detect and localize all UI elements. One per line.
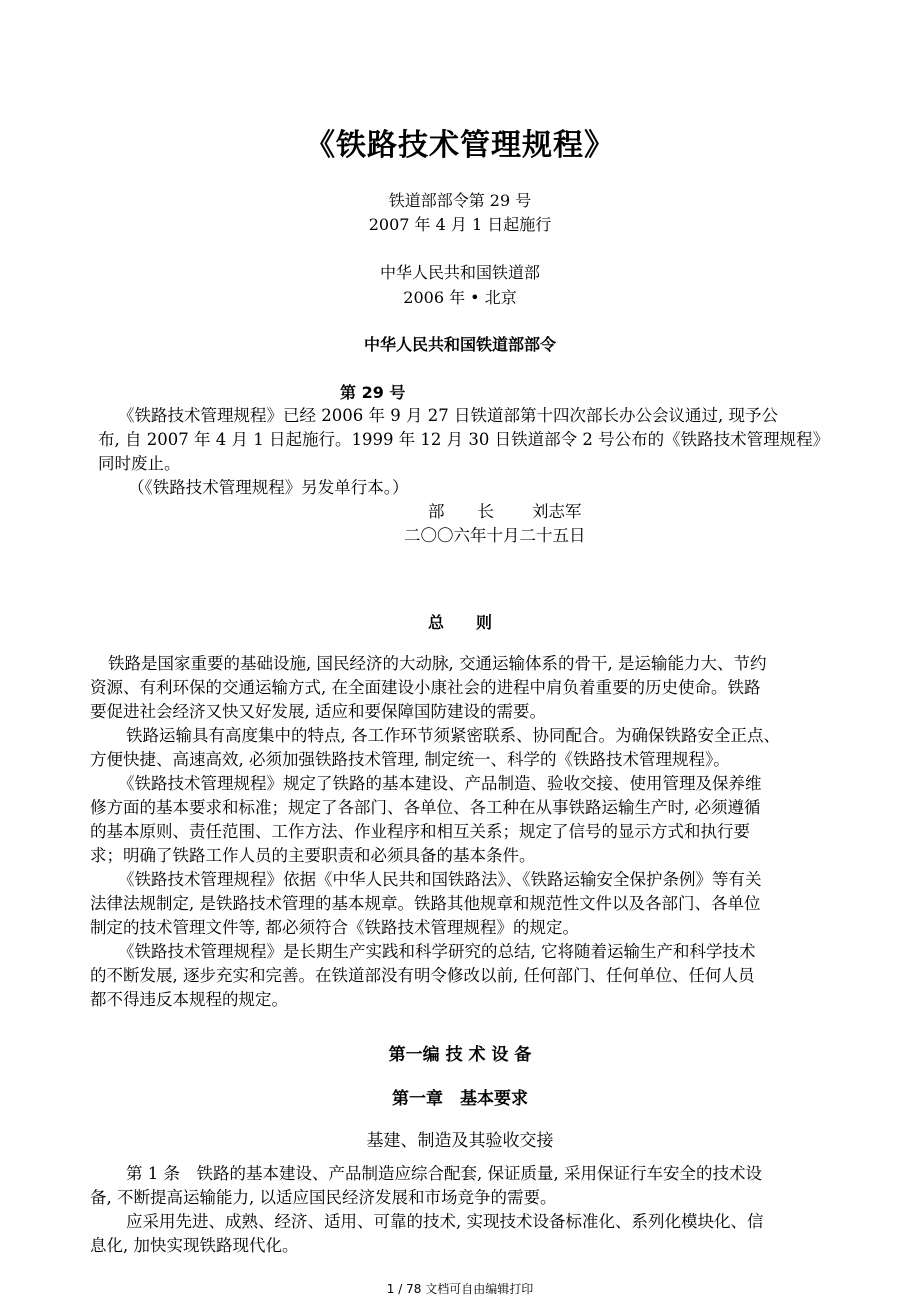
general-text-line: 资源、有利环保的交通运输方式, 在全面建设小康社会的进程中肩负着重要的历史使命。铁路 (90, 678, 761, 697)
general-text-line: 方便快捷、高速高效, 必须加强铁路技术管理, 制定统一、科学的《铁路技术管理规程》。 (90, 750, 730, 769)
general-text-line: 的基本原则、责任范围、工作方法、作业程序和相互关系；规定了信号的显示方式和执行要 (90, 822, 750, 841)
part-heading: 第一编 技 术 设 备 (388, 1045, 532, 1065)
decree-text-line: 布, 自 2007 年 4 月 1 日起施行。1999 年 12 月 30 日铁道部令 2 号公布的《铁路技术管理规程》 (98, 430, 830, 449)
general-heading: 总 则 (427, 613, 492, 632)
general-text-line: 《铁路技术管理规程》依据《中华人民共和国铁路法》、《铁路运输安全保护条例》等有关 (118, 870, 762, 889)
general-text-line: 铁路运输具有高度集中的特点, 各工作环节须紧密联系、协同配合。为确保铁路安全正点、 (126, 726, 780, 745)
decree-text-line: 《铁路技术管理规程》已经 2006 年 9 月 27 日铁道部第十四次部长办公会议通过, 现予公 (118, 406, 778, 425)
signature-name: 刘志军 (532, 502, 582, 521)
place-year: 2006 年 • 北京 (403, 288, 517, 307)
chapter-heading: 第一章 基本要求 (392, 1089, 528, 1109)
decree-heading: 中华人民共和国铁道部部令 (363, 335, 556, 354)
general-text-line: 修方面的基本要求和标准；规定了各部门、各单位、各工种在从事铁路运输生产时, 必须遵循 (90, 798, 761, 817)
article-text-line: 息化, 加快实现铁路现代化。 (90, 1236, 299, 1255)
effective-line: 2007 年 4 月 1 日起施行 (368, 215, 552, 234)
general-text-line: 法律法规制定, 是铁路技术管理的基本规章。铁路其他规章和规范性文件以及各部门、各单位 (90, 894, 761, 913)
section-heading: 基建、制造及其验收交接 (366, 1131, 554, 1151)
issuer: 中华人民共和国铁道部 (379, 263, 540, 282)
decree-text-line: （《铁路技术管理规程》另发单行本。） (128, 478, 409, 497)
decree-text-line: 同时废止。 (98, 454, 181, 473)
general-text-line: 《铁路技术管理规程》是长期生产实践和科学研究的总结, 它将随着运输生产和科学技术 (118, 942, 756, 961)
general-text-line: 求；明确了铁路工作人员的主要职责和必须具备的基本条件。 (90, 846, 536, 865)
general-text-line: 铁路是国家重要的基础设施, 国民经济的大动脉, 交通运输体系的骨干, 是运输能力大、节约 (108, 654, 767, 673)
signature-date: 二〇〇六年十月二十五日 (404, 526, 586, 545)
general-text-line: 都不得违反本规程的规定。 (90, 990, 288, 1009)
document-title: 《铁路技术管理规程》 (305, 128, 615, 163)
page-footer: 1 / 78 文档可自由编辑打印 (386, 1282, 534, 1296)
article-text-line: 备, 不断提高运输能力, 以适应国民经济发展和市场竞争的需要。 (90, 1188, 557, 1207)
general-text-line: 的不断发展, 逐步充实和完善。在铁道部没有明令修改以前, 任何部门、任何单位、任何人员 (90, 966, 755, 985)
general-text-line: 制定的技术管理文件等, 都必须符合《铁路技术管理规程》的规定。 (90, 918, 579, 937)
general-text-line: 《铁路技术管理规程》规定了铁路的基本建设、产品制造、验收交接、使用管理及保养维 (118, 774, 762, 793)
article-text-line: 第 1 条 铁路的基本建设、产品制造应综合配套, 保证质量, 采用保证行车安全的技术设 (126, 1164, 762, 1183)
decree-number: 第 29 号 (340, 383, 406, 402)
order-line: 铁道部部令第 29 号 (388, 191, 532, 210)
article-text-line: 应采用先进、成熟、经济、适用、可靠的技术, 实现技术设备标准化、系列化模块化、信 (126, 1212, 764, 1231)
general-text-line: 要促进社会经济又快又好发展, 适应和要保障国防建设的需要。 (90, 702, 546, 721)
signature-title: 部 长 (428, 502, 494, 521)
